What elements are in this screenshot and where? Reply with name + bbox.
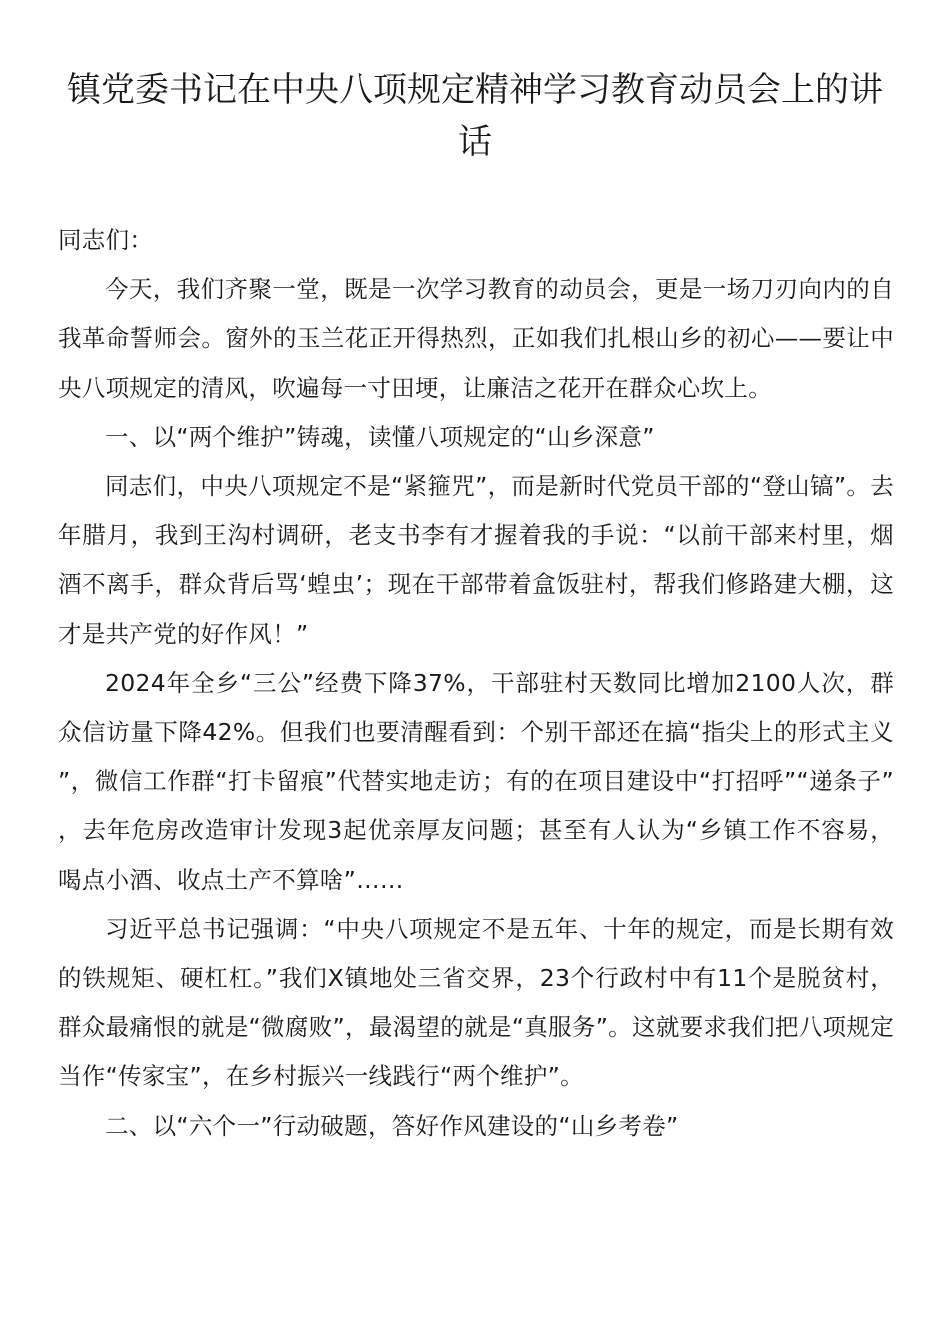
section-heading-two: 二、以“六个一”行动破题，答好作风建设的“山乡考卷” <box>105 1111 679 1140</box>
document-body <box>58 216 894 1151</box>
paragraph-statistics: 2024年全乡“三公”经费下降37%，干部驻村天数同比增加2100人次，群众信访量下降42%。但我们也要清醒看到：个别干部还在搞“指尖上的形式主义”，微信工作群“打卡留痕”代替实地走访；有的在项目建设中“打招呼”“递条子”，去年危房改造审计发现3起优亲厚友问题；甚至有人认为“乡镇工作不容易，喝点小酒、收点土产不算啥”…… <box>58 668 894 894</box>
section-heading-one: 一、以“两个维护”铸魂，读懂八项规定的“山乡深意” <box>105 422 655 451</box>
paragraph-village-visit: 同志们，中央八项规定不是“紧箍咒”，而是新时代党员干部的“登山镐”。去年腊月，我到王沟村调研，老支书李有才握着我的手说：“以前干部来村里，烟酒不离手，群众背后骂‘蝗虫’；现在干部带着盒饭驻村，帮我们修路建大棚，这才是共产党的好作风！” <box>58 472 894 648</box>
paragraph-opening: 今天，我们齐聚一堂，既是一次学习教育的动员会，更是一场刀刃向内的自我革命誓师会。窗外的玉兰花正开得热烈，正如我们扎根山乡的初心——要让中央八项规定的清风，吹遍每一寸田埂，让廉洁之花开在群众心坎上。 <box>58 275 894 402</box>
salutation: 同志们： <box>58 226 154 254</box>
paragraph-quote: 习近平总书记强调：“中央八项规定不是五年、十年的规定，而是长期有效的铁规矩、硬杠杠。”我们X镇地处三省交界，23个行政村中有11个是脱贫村，群众最痛恨的就是“微腐败”，最渴望的就是“真服务”。这就要求我们把八项规定当作“传家宝”，在乡村振兴一线践行“两个维护”。 <box>58 914 894 1091</box>
document-title: 镇党委书记在中央八项规定精神学习教育动员会上的讲话 <box>67 70 883 162</box>
